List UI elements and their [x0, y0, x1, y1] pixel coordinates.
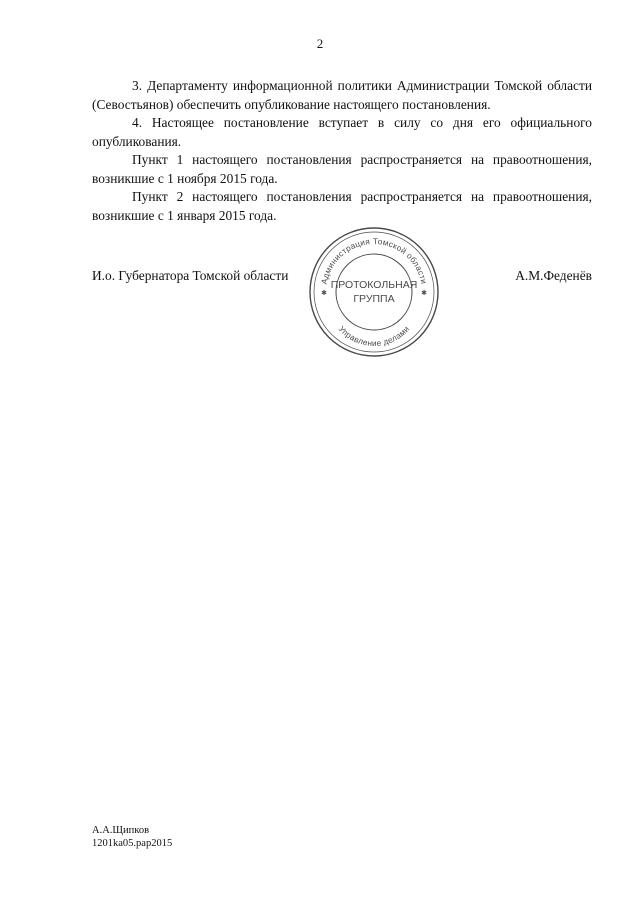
- stamp-star-left-icon: ✱: [321, 290, 327, 297]
- stamp-ring-text-bottom: Управление делами: [336, 324, 412, 349]
- page-number: 2: [316, 36, 324, 51]
- stamp-center-line-2: ГРУППА: [353, 293, 395, 305]
- stamp-outer-ring-inner: [314, 232, 434, 352]
- paragraph-point-1: Пункт 1 настоящего постановления распространяется на правоотношения, возникшие с 1 ноября 2015 года.: [92, 152, 592, 186]
- stamp-outer-ring: [310, 228, 438, 356]
- document-body: [92, 77, 592, 225]
- signatory-position: И.о. Губернатора Томской области: [92, 268, 289, 283]
- stamp-ring-text-top: Администрация Томской области: [319, 236, 429, 286]
- footer-file-ref: 1201ka05.pap2015: [92, 838, 173, 849]
- footer-author: А.А.Щипков: [92, 825, 150, 836]
- paragraph-point-2: Пункт 2 настоящего постановления распространяется на правоотношения, возникшие с 1 января 2015 года.: [92, 189, 592, 223]
- stamp-star-right-icon: ✱: [421, 290, 427, 297]
- signatory-name: А.М.Феденёв: [515, 268, 592, 283]
- official-stamp: [304, 222, 444, 362]
- footer-note: [92, 824, 172, 850]
- paragraph-3: 3. Департаменту информационной политики Администрации Томской области (Севостьянов) обеспечить опубликование настоящего постановления.: [92, 78, 592, 112]
- paragraph-4: 4. Настоящее постановление вступает в силу со дня его официального опубликования.: [92, 115, 592, 149]
- stamp-inner-ring: [336, 254, 412, 330]
- stamp-center-line-1: ПРОТОКОЛЬНАЯ: [330, 279, 418, 291]
